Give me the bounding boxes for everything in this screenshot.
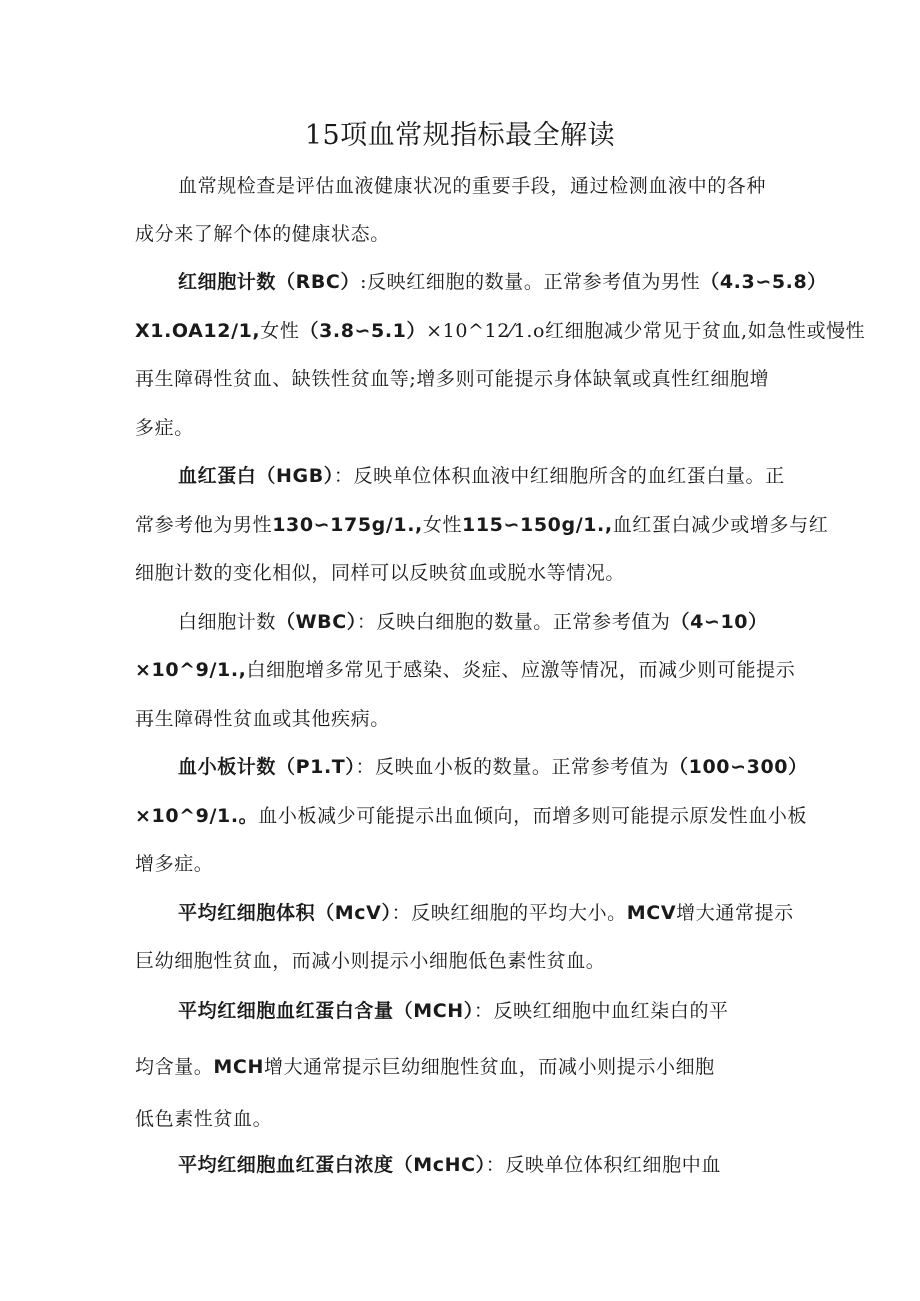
wbc-line-3: 再生障碍性贫血或其他疾病。 [135,708,390,730]
wbc-line-1 [178,607,768,637]
intro-line-2: 成分来了解个体的健康状态。 [135,223,390,245]
rbc-female-range: （3.8∽5.1） [299,320,427,342]
hgb-female-range: 115∽150g/1., [462,514,613,536]
plt-line-2 [135,801,807,831]
plt-line-3: 增多症。 [135,853,214,875]
mcv-line-1 [178,898,794,928]
wbc-text: ：反映白细胞的数量。正常参考值为 [356,611,671,633]
hgb-text: ：反映单位体积血液中红细胞所含的血红蛋白量。正 [333,465,785,487]
plt-unit: ×10^9/1.。 [135,805,259,827]
mch-abbr: MCH [213,1056,264,1078]
mch-line-3: 低色素性贫血。 [135,1108,273,1130]
mch-line-2 [135,1052,715,1082]
plt-text: ：反映血小板的数量。正常参考值为 [355,756,670,778]
document-title: 15项血常规指标最全解读 [304,120,616,151]
mcv-text: 增大通常提示 [676,902,794,924]
mch-text: 增大通常提示巨幼细胞性贫血，而减小则提示小细胞 [263,1056,715,1078]
mch-line-1 [178,996,729,1026]
wbc-text: 白细胞增多常见于感染、炎症、应激等情况，而减少则可能提示 [246,659,796,681]
mcv-text: ：反映红细胞的平均大小。 [391,902,627,924]
rbc-male-unit: X1.OA12/1, [135,320,261,342]
rbc-line-1 [178,267,827,297]
hgb-line-2 [135,510,828,540]
wbc-line-2 [135,655,795,685]
hgb-heading: 血红蛋白（HGB） [178,465,334,487]
wbc-range: （4∽10） [670,611,768,633]
mch-text: ：反映红细胞中血红柒白的平 [473,1000,729,1022]
rbc-line-2 [135,316,865,346]
mcv-abbr: MCV [626,902,677,924]
wbc-unit: ×10^9/1., [135,659,247,681]
hgb-text: 常参考他为男性 [135,514,273,536]
intro-line-1: 血常规检查是评估血液健康状况的重要手段，通过检测血液中的各种 [178,175,767,197]
rbc-male-range: （4.3∽5.8） [700,271,827,293]
hgb-female-label: 女性 [422,514,463,536]
rbc-female-label: 女性 [260,320,300,342]
rbc-line-3: 再生障碍性贫血、缺铁性贫血等;增多则可能提示身体缺氧或真性红细胞增 [135,368,770,390]
mch-heading: 平均红细胞血红蛋白含量（MCH） [178,1000,474,1022]
mcv-line-2: 巨幼细胞性贫血，而减小则提示小细胞低色素性贫血。 [135,950,606,972]
mchc-line-1 [178,1150,721,1180]
plt-text: 血小板减少可能提示出血倾向，而增多则可能提示原发性血小板 [258,805,808,827]
mchc-text: ：反映单位体积红细胞中血 [485,1154,721,1176]
plt-line-1 [178,752,808,782]
mcv-heading: 平均红细胞体积（McV） [178,902,392,924]
hgb-line-1 [178,461,785,491]
rbc-text: :反映红细胞的数量。正常参考值为男性 [360,271,701,293]
hgb-male-range: 130∽175g/1., [272,514,423,536]
rbc-line-4: 多症。 [135,417,194,439]
hgb-line-3: 细胞计数的变化相似，同样可以反映贫血或脱水等情况。 [135,562,626,584]
hgb-text: 血红蛋白减少或增多与红 [612,514,829,536]
rbc-text: ×10^12⁄1.o红细胞减少常见于贫血,如急性或慢性 [426,320,866,342]
mch-text: 均含量。 [135,1056,214,1078]
mchc-heading: 平均红细胞血红蛋白浓度（McHC） [178,1154,486,1176]
wbc-abbr: （WBC） [276,611,357,633]
rbc-heading: 红细胞计数（RBC） [178,271,361,293]
plt-range: （100∽300） [669,756,808,778]
plt-heading: 血小板计数（P1.T） [178,756,356,778]
wbc-heading: 白细胞计数 [178,611,277,633]
